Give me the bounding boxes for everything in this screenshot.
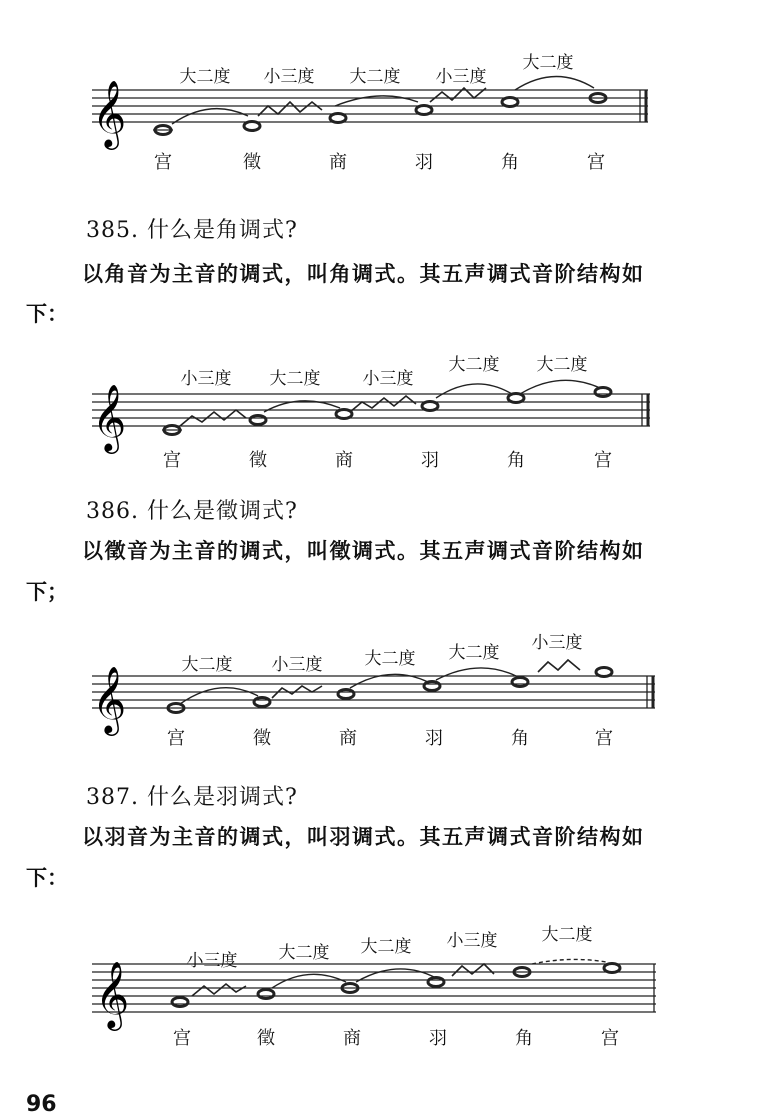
note-name: 羽: [429, 1028, 447, 1049]
note-name: 宫: [595, 728, 613, 749]
notes: [172, 964, 620, 1007]
zigzags: [180, 396, 416, 426]
treble-clef-icon: 𝄞: [92, 79, 127, 147]
staff-svg: [0, 910, 771, 1050]
interval-label: 小三度: [271, 655, 323, 675]
staff-example-387: [0, 910, 771, 1050]
interval-label: 大二度: [269, 369, 321, 389]
note-5: [502, 98, 518, 107]
note-name: 徵: [253, 728, 271, 749]
interval-label: 大二度: [179, 67, 231, 87]
note-4: [424, 682, 440, 691]
staff-svg: [0, 342, 771, 477]
question-title: 387. 什么是羽调式?: [86, 785, 298, 810]
interval-label: 小三度: [263, 67, 315, 87]
note-4: [416, 106, 432, 115]
note-name: 商: [329, 152, 347, 173]
interval-label: 大二度: [448, 643, 500, 663]
interval-label: 大二度: [522, 53, 574, 73]
note-name: 徵: [249, 450, 267, 471]
note-2: [254, 698, 270, 707]
note-name: 宫: [173, 1028, 191, 1049]
answer-text-continued: 下：: [26, 866, 68, 890]
note-name: 宫: [594, 450, 612, 471]
staff-example-386: [0, 624, 771, 759]
staff-lines: [92, 394, 650, 426]
note-name: 宫: [601, 1028, 619, 1049]
note-5: [508, 394, 524, 403]
staff-svg: [0, 40, 771, 180]
note-3: [338, 690, 354, 699]
interval-label: 大二度: [536, 355, 588, 375]
answer-text: 以徵音为主音的调式，叫徵调式。其五声调式音阶结构如: [82, 539, 645, 563]
interval-label: 大二度: [448, 355, 500, 375]
staff-lines: [92, 90, 648, 122]
note-name: 角: [515, 1028, 533, 1049]
note-name: 角: [511, 728, 529, 749]
zigzags: [258, 88, 486, 116]
note-2: [258, 990, 274, 999]
staff-example-0: [0, 40, 771, 180]
answer-text-continued: 下：: [26, 302, 68, 326]
answer-text: 以角音为主音的调式，叫角调式。其五声调式音阶结构如: [82, 262, 645, 286]
staff-example-385: [0, 342, 771, 477]
note-name: 宫: [163, 450, 181, 471]
note-4: [428, 978, 444, 987]
interval-label: 大二度: [364, 649, 416, 669]
question-title: 386. 什么是徵调式?: [86, 499, 298, 524]
interval-label: 大二度: [360, 937, 412, 957]
note-2: [244, 122, 260, 131]
interval-label: 小三度: [446, 931, 498, 951]
interval-label: 大二度: [541, 925, 593, 945]
note-3: [330, 114, 346, 123]
note-name: 宫: [167, 728, 185, 749]
note-2: [250, 416, 266, 425]
treble-clef-icon: 𝄞: [92, 665, 127, 733]
treble-clef-icon: 𝄞: [95, 960, 130, 1028]
note-name: 宫: [587, 152, 605, 173]
note-1: [172, 998, 188, 1007]
interval-label: 小三度: [180, 369, 232, 389]
interval-label: 小三度: [186, 951, 238, 971]
answer-text: 以羽音为主音的调式，叫羽调式。其五声调式音阶结构如: [82, 825, 645, 849]
interval-label: 大二度: [278, 943, 330, 963]
note-name: 商: [343, 1028, 361, 1049]
question-title: 385. 什么是角调式?: [86, 218, 298, 243]
page-number: 96: [26, 1092, 57, 1117]
note-name: 商: [339, 728, 357, 749]
note-name: 羽: [421, 450, 439, 471]
note-3: [336, 410, 352, 419]
note-6: [596, 668, 612, 677]
interval-label: 小三度: [362, 369, 414, 389]
interval-label: 小三度: [531, 633, 583, 653]
interval-label: 大二度: [181, 655, 233, 675]
note-name: 羽: [415, 152, 433, 173]
note-name: 角: [501, 152, 519, 173]
answer-text-continued: 下；: [26, 580, 68, 604]
note-name: 徵: [257, 1028, 275, 1049]
note-4: [422, 402, 438, 411]
treble-clef-icon: 𝄞: [92, 383, 127, 451]
note-name: 商: [335, 450, 353, 471]
note-name: 徵: [243, 152, 261, 173]
note-name: 宫: [154, 152, 172, 173]
interval-label: 大二度: [349, 67, 401, 87]
interval-label: 小三度: [435, 67, 487, 87]
note-name: 角: [507, 450, 525, 471]
note-6: [604, 964, 620, 973]
note-6: [595, 388, 611, 397]
note-5: [512, 678, 528, 687]
note-name: 羽: [425, 728, 443, 749]
